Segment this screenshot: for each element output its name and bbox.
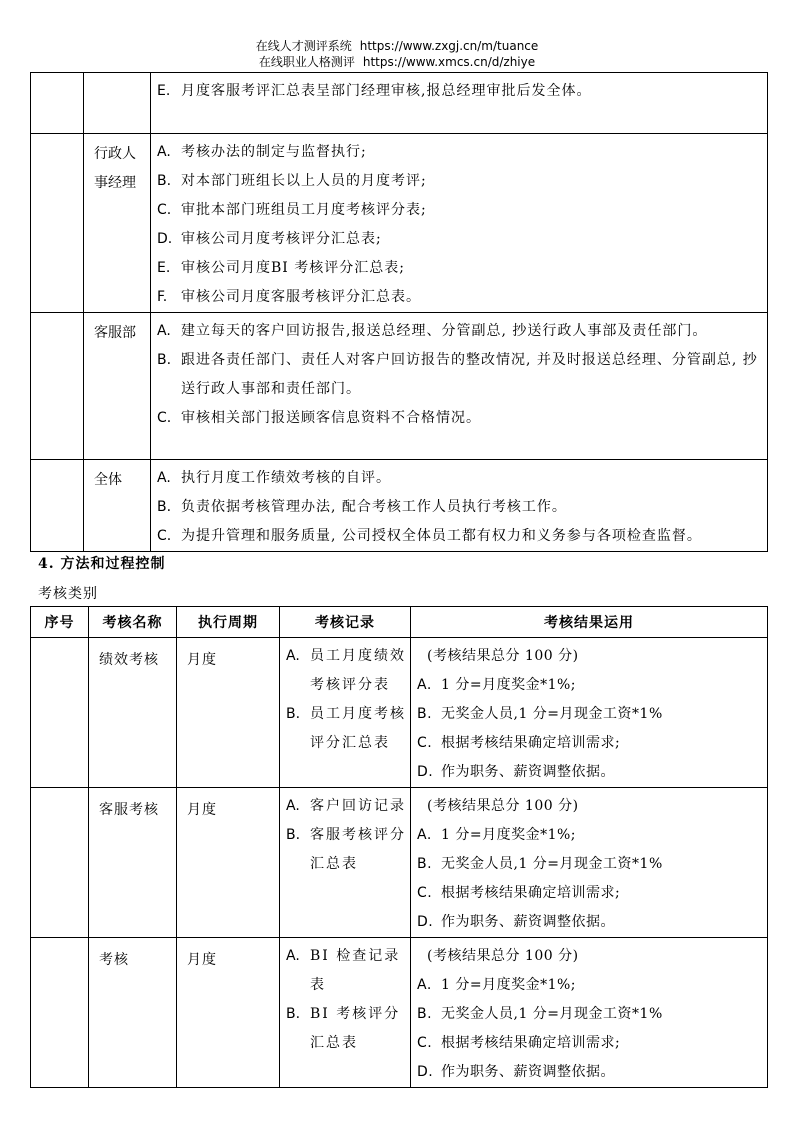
usage-item: [417, 971, 763, 1000]
duty-item: [157, 254, 761, 283]
record-item: [286, 642, 406, 700]
usage-text: 作为职务、薪资调整依据。: [441, 764, 615, 780]
assessment-category-table: [30, 606, 768, 1088]
usage-item: [417, 792, 763, 821]
assessment-name-cell: 客服考核: [89, 788, 177, 938]
usage-item: [417, 879, 763, 908]
usage-item: [417, 821, 763, 850]
record-item: [286, 700, 406, 758]
seq-cell: [31, 638, 89, 788]
duty-item: [157, 346, 761, 404]
table-header-row: [31, 607, 768, 638]
blank-cell: [31, 134, 84, 313]
duty-text: 考核办法的制定与监督执行;: [181, 144, 367, 160]
duty-letter: E.: [157, 260, 171, 276]
table-row: [31, 788, 768, 938]
assessment-name-cell: 考核: [89, 938, 177, 1088]
header-seq: 序号: [31, 607, 89, 638]
responsibility-row: [31, 313, 768, 460]
duty-item: [157, 167, 761, 196]
duty-text: 为提升管理和服务质量, 公司授权全体员工都有权力和义务参与各项检查监督。: [181, 528, 702, 544]
duty-letter: F.: [157, 289, 168, 305]
header-line-2-text: 在线职业人格测评: [258, 55, 355, 69]
header-line-1: [0, 38, 794, 54]
usage-item: [417, 671, 763, 700]
usage-letter: B.: [417, 1006, 433, 1022]
duty-item: [157, 138, 761, 167]
usage-letter: A.: [417, 677, 432, 693]
usage-item: [417, 700, 763, 729]
duty-text: 负责依据考核管理办法, 配合考核工作人员执行考核工作。: [181, 499, 567, 515]
record-item: [286, 821, 406, 879]
section-title: 4. 方法和过程控制: [38, 556, 166, 572]
table-row: [31, 938, 768, 1088]
duty-text: 对本部门班组长以上人员的月度考评;: [181, 173, 427, 189]
responsibility-row: [31, 460, 768, 552]
duty-letter: A.: [157, 470, 171, 486]
duty-letter: C.: [157, 410, 172, 426]
assessment-name-cell: 绩效考核: [89, 638, 177, 788]
record-letter: A.: [286, 648, 300, 664]
usage-text: 1 分=月度奖金*1%;: [441, 977, 577, 993]
duty-letter: A.: [157, 144, 171, 160]
record-letter: B.: [286, 706, 301, 722]
usage-item: [417, 758, 763, 787]
usage-text: 作为职务、薪资调整依据。: [441, 1064, 615, 1080]
usage-item: [417, 942, 763, 971]
duty-item: [157, 493, 761, 522]
duty-letter: A.: [157, 323, 171, 339]
seq-cell: [31, 788, 89, 938]
header-line-2-url[interactable]: https://www.xmcs.cn/d/zhiye: [362, 55, 536, 69]
duties-cell: [151, 313, 768, 460]
usage-item: [417, 729, 763, 758]
usage-letter: A.: [417, 827, 432, 843]
duty-text: 审核公司月度BI 考核评分汇总表;: [181, 260, 405, 276]
responsibilities-table: [30, 72, 768, 552]
blank-cell: [31, 73, 84, 134]
usage-item: [417, 1029, 763, 1058]
records-cell: [280, 788, 411, 938]
usage-letter: D.: [417, 1064, 434, 1080]
usage-item: [417, 642, 763, 671]
record-text: 员工月度绩效考核评分表: [310, 648, 406, 693]
duty-text: 执行月度工作绩效考核的自评。: [181, 470, 391, 486]
duty-text: 审核相关部门报送顾客信息资料不合格情况。: [181, 410, 481, 426]
record-letter: B.: [286, 1006, 301, 1022]
usage-letter: D.: [417, 914, 434, 930]
usage-text: 根据考核结果确定培训需求;: [441, 1035, 621, 1051]
duty-letter: D.: [157, 231, 173, 247]
role-cell: 行政人事经理: [84, 134, 151, 313]
record-item: [286, 792, 406, 821]
period-cell: 月度: [177, 788, 280, 938]
header-records: 考核记录: [280, 607, 411, 638]
usage-text: (考核结果总分 100 分): [427, 648, 579, 664]
duty-text: 建立每天的客户回访报告,报送总经理、分管副总, 抄送行政人事部及责任部门。: [181, 323, 708, 339]
usage-text: 无奖金人员,1 分=月现金工资*1%: [441, 706, 663, 722]
usage-cell: [411, 938, 768, 1088]
duty-item: [157, 196, 761, 225]
usage-item: [417, 1000, 763, 1029]
duty-item: [157, 522, 761, 551]
header-name: 考核名称: [89, 607, 177, 638]
header-period: 执行周期: [177, 607, 280, 638]
usage-text: 无奖金人员,1 分=月现金工资*1%: [441, 1006, 663, 1022]
records-cell: [280, 638, 411, 788]
duties-cell: [151, 134, 768, 313]
duty-item: [157, 283, 761, 312]
usage-item: [417, 850, 763, 879]
usage-text: (考核结果总分 100 分): [427, 798, 579, 814]
header-line-2: [0, 54, 794, 70]
record-text: BI 考核评分汇总表: [310, 1006, 401, 1051]
record-item: [286, 942, 406, 1000]
role-cell: [84, 73, 151, 134]
seq-cell: [31, 938, 89, 1088]
duty-letter: C.: [157, 528, 172, 544]
duty-text: 月度客服考评汇总表呈部门经理审核,报总经理审批后发全体。: [181, 83, 592, 99]
usage-item: [417, 908, 763, 937]
usage-letter: C.: [417, 1035, 433, 1051]
usage-letter: A.: [417, 977, 432, 993]
duty-text: 跟进各责任部门、责任人对客户回访报告的整改情况, 并及时报送总经理、分管副总, 抄送行政人事部和责任部门。: [181, 352, 758, 397]
page-header: [0, 38, 794, 70]
usage-text: 根据考核结果确定培训需求;: [441, 885, 621, 901]
record-item: [286, 1000, 406, 1058]
record-text: 客服考核评分汇总表: [310, 827, 406, 872]
section-subtitle: 考核类别: [38, 586, 98, 602]
record-text: BI 检查记录表: [310, 948, 401, 993]
responsibility-row: [31, 134, 768, 313]
duty-letter: C.: [157, 202, 172, 218]
duty-letter: B.: [157, 352, 172, 368]
usage-letter: B.: [417, 856, 433, 872]
usage-cell: [411, 638, 768, 788]
period-cell: 月度: [177, 938, 280, 1088]
role-cell: 全体: [84, 460, 151, 552]
record-letter: A.: [286, 948, 300, 964]
records-cell: [280, 938, 411, 1088]
duty-letter: B.: [157, 173, 172, 189]
usage-text: (考核结果总分 100 分): [427, 948, 579, 964]
header-line-1-url[interactable]: https://www.zxgj.cn/m/tuance: [359, 39, 539, 53]
header-line-1-text: 在线人才测评系统: [255, 39, 352, 53]
record-text: 客户回访记录: [310, 798, 406, 814]
duties-cell: [151, 73, 768, 134]
duty-text: 审核公司月度考核评分汇总表;: [181, 231, 382, 247]
usage-letter: B.: [417, 706, 433, 722]
responsibility-row: [31, 73, 768, 134]
role-cell: 客服部: [84, 313, 151, 460]
usage-letter: C.: [417, 735, 433, 751]
usage-letter: C.: [417, 885, 433, 901]
duty-item: [157, 77, 761, 106]
duties-cell: [151, 460, 768, 552]
usage-item: [417, 1058, 763, 1087]
usage-text: 根据考核结果确定培训需求;: [441, 735, 621, 751]
duty-item: [157, 404, 761, 433]
blank-cell: [31, 460, 84, 552]
usage-text: 1 分=月度奖金*1%;: [441, 677, 577, 693]
record-letter: A.: [286, 798, 300, 814]
table-row: [31, 638, 768, 788]
duty-text: 审核公司月度客服考核评分汇总表。: [181, 289, 421, 305]
record-text: 员工月度考核评分汇总表: [310, 706, 406, 751]
usage-text: 无奖金人员,1 分=月现金工资*1%: [441, 856, 663, 872]
duty-item: [157, 225, 761, 254]
usage-text: 作为职务、薪资调整依据。: [441, 914, 615, 930]
usage-cell: [411, 788, 768, 938]
header-usage: 考核结果运用: [411, 607, 768, 638]
usage-letter: D.: [417, 764, 434, 780]
duty-text: 审批本部门班组员工月度考核评分表;: [181, 202, 427, 218]
usage-text: 1 分=月度奖金*1%;: [441, 827, 577, 843]
period-cell: 月度: [177, 638, 280, 788]
duty-letter: B.: [157, 499, 172, 515]
record-letter: B.: [286, 827, 301, 843]
duty-item: [157, 317, 761, 346]
duty-item: [157, 464, 761, 493]
duty-letter: E.: [157, 83, 171, 99]
blank-cell: [31, 313, 84, 460]
